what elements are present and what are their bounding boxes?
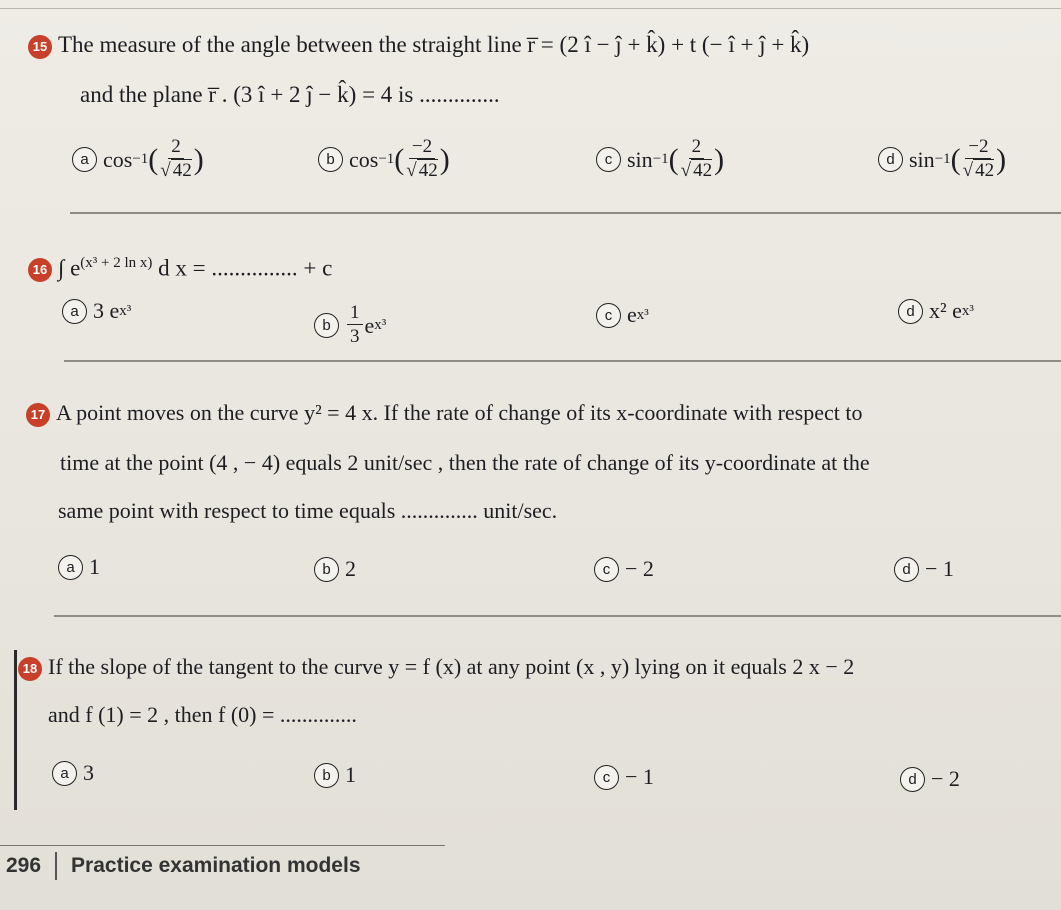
option-d-function: sin [909,146,935,172]
page-footer [6,852,361,880]
option-c-exponent: x³ [636,306,649,323]
question-16-number-badge: 16 [28,258,52,282]
option-letter-d: d [900,767,925,792]
question-17-option-b[interactable] [314,556,356,582]
question-17-line3 [58,496,557,526]
integrand-exponent: (x³ + 2 ln x) [80,255,153,271]
option-a-function: cos [103,146,133,172]
page-number: 296 [6,854,42,877]
option-d-numerator: −2 [965,136,991,159]
question-17-option-d[interactable] [894,556,954,582]
option-b-function: cos [349,146,379,172]
question-15-text-2: and the plane r̅ . (3 î + 2 ĵ − k̂) = 4 is .............. [80,82,500,107]
option-letter-a: a [62,299,87,324]
divider-1 [70,212,1061,214]
question-15-option-c[interactable]: c sin −1 ( $\frac{2}{√ 42}$ ) [596,136,724,183]
option-b-denominator: 42 [418,160,438,181]
option-letter-c: c [594,765,619,790]
option-d-text: − 1 [925,556,954,581]
option-a-text: 3 [83,760,94,785]
question-15-option-a[interactable]: a cos −1 ( $\frac{2}{√ 42}$ ) [72,136,204,183]
left-margin-rule [14,650,17,810]
option-d-exponent: −1 [934,151,951,167]
question-16-line1 [28,248,332,284]
option-c-text: − 2 [625,556,654,581]
option-a-denominator: 42 [172,160,192,181]
question-16-option-c[interactable] [596,302,649,328]
option-letter-b: b [314,763,339,788]
footer-separator [55,852,57,880]
option-letter-b: b [314,313,339,338]
option-c-text: e [627,302,637,327]
option-letter-b: b [314,557,339,582]
question-15-option-b[interactable]: b cos −1 ( $\frac{-2}{√ 42}$ ) [318,136,450,183]
footer-rule [0,845,445,846]
option-a-numerator: 2 [168,136,184,159]
option-b-exponent: x³ [374,317,387,333]
question-18-text-1: If the slope of the tangent to the curve y = f (x) at any point (x , y) lying on it equals 2 x − 2 [48,654,855,679]
option-d-exponent: x³ [961,302,974,319]
footer-title: Practice examination models [71,854,361,877]
option-c-exponent: −1 [652,151,669,167]
question-18-option-c[interactable] [594,764,654,790]
option-b-text: 1 [345,762,356,787]
question-16-option-b[interactable] [314,302,386,349]
question-16-rest: d x = ............... + c [158,255,333,281]
option-letter-a: a [58,555,83,580]
option-b-text: 2 [345,556,356,581]
question-15-text-1: The measure of the angle between the straight line r̅ = (2 î − ĵ + k̂) + t (− î + ĵ + k̂) [58,32,810,57]
question-15-line2 [80,80,500,110]
option-d-text: x² e [929,298,962,323]
option-d-denominator: 42 [975,160,995,181]
question-17-line1 [26,398,863,428]
divider-3 [54,615,1061,617]
question-17-line2 [60,448,870,478]
question-17-option-a[interactable] [58,554,100,580]
question-18-number-badge: 18 [18,657,42,681]
question-17-text-2: time at the point (4 , − 4) equals 2 unit/sec , then the rate of change of its y-coordinate at the [60,450,870,475]
option-a-text: 3 e [93,298,120,323]
option-letter-c: c [594,557,619,582]
top-edge-line [0,0,1061,9]
option-d-text: − 2 [931,766,960,791]
question-15-option-d[interactable]: d sin −1 ( $\frac{-2}{√ 42}$ ) [878,136,1006,183]
question-17-text-1: A point moves on the curve y² = 4 x. If the rate of change of its x-coordinate with respect to [56,400,863,425]
integrand-base: e [70,255,81,281]
option-letter-d: d [878,147,903,172]
integral-sign: ∫ [58,255,65,281]
option-letter-d: d [894,557,919,582]
question-18-option-d[interactable] [900,766,960,792]
question-17-number-badge: 17 [26,403,50,427]
option-letter-d: d [898,299,923,324]
option-c-denominator: 42 [693,160,713,181]
option-letter-b: b [318,147,343,172]
option-letter-c: c [596,303,621,328]
question-15-line1 [28,30,809,60]
question-18-text-2: and f (1) = 2 , then f (0) = .............. [48,702,357,727]
divider-2 [64,360,1061,362]
question-16-option-a[interactable] [62,298,131,324]
option-a-exponent: x³ [119,302,132,319]
question-18-line2 [48,700,357,730]
option-c-function: sin [627,146,653,172]
option-b-denominator: 3 [350,326,360,347]
option-b-exponent: −1 [378,151,395,167]
question-18-option-b[interactable] [314,762,356,788]
option-letter-a: a [52,761,77,786]
option-c-numerator: 2 [689,136,705,159]
option-letter-a: a [72,147,97,172]
option-b-numerator: 1 [347,302,363,325]
question-18-line1 [18,652,854,682]
question-15-number-badge: 15 [28,35,52,59]
option-b-numerator: −2 [409,136,435,159]
question-16-option-d[interactable] [898,298,974,324]
option-letter-c: c [596,147,621,172]
question-18-option-a[interactable] [52,760,94,786]
question-17-text-3: same point with respect to time equals .............. unit/sec. [58,498,558,523]
option-b-text: e [364,312,375,338]
option-a-text: 1 [89,554,100,579]
option-a-exponent: −1 [132,151,149,167]
option-c-text: − 1 [625,764,654,789]
question-17-option-c[interactable] [594,556,654,582]
